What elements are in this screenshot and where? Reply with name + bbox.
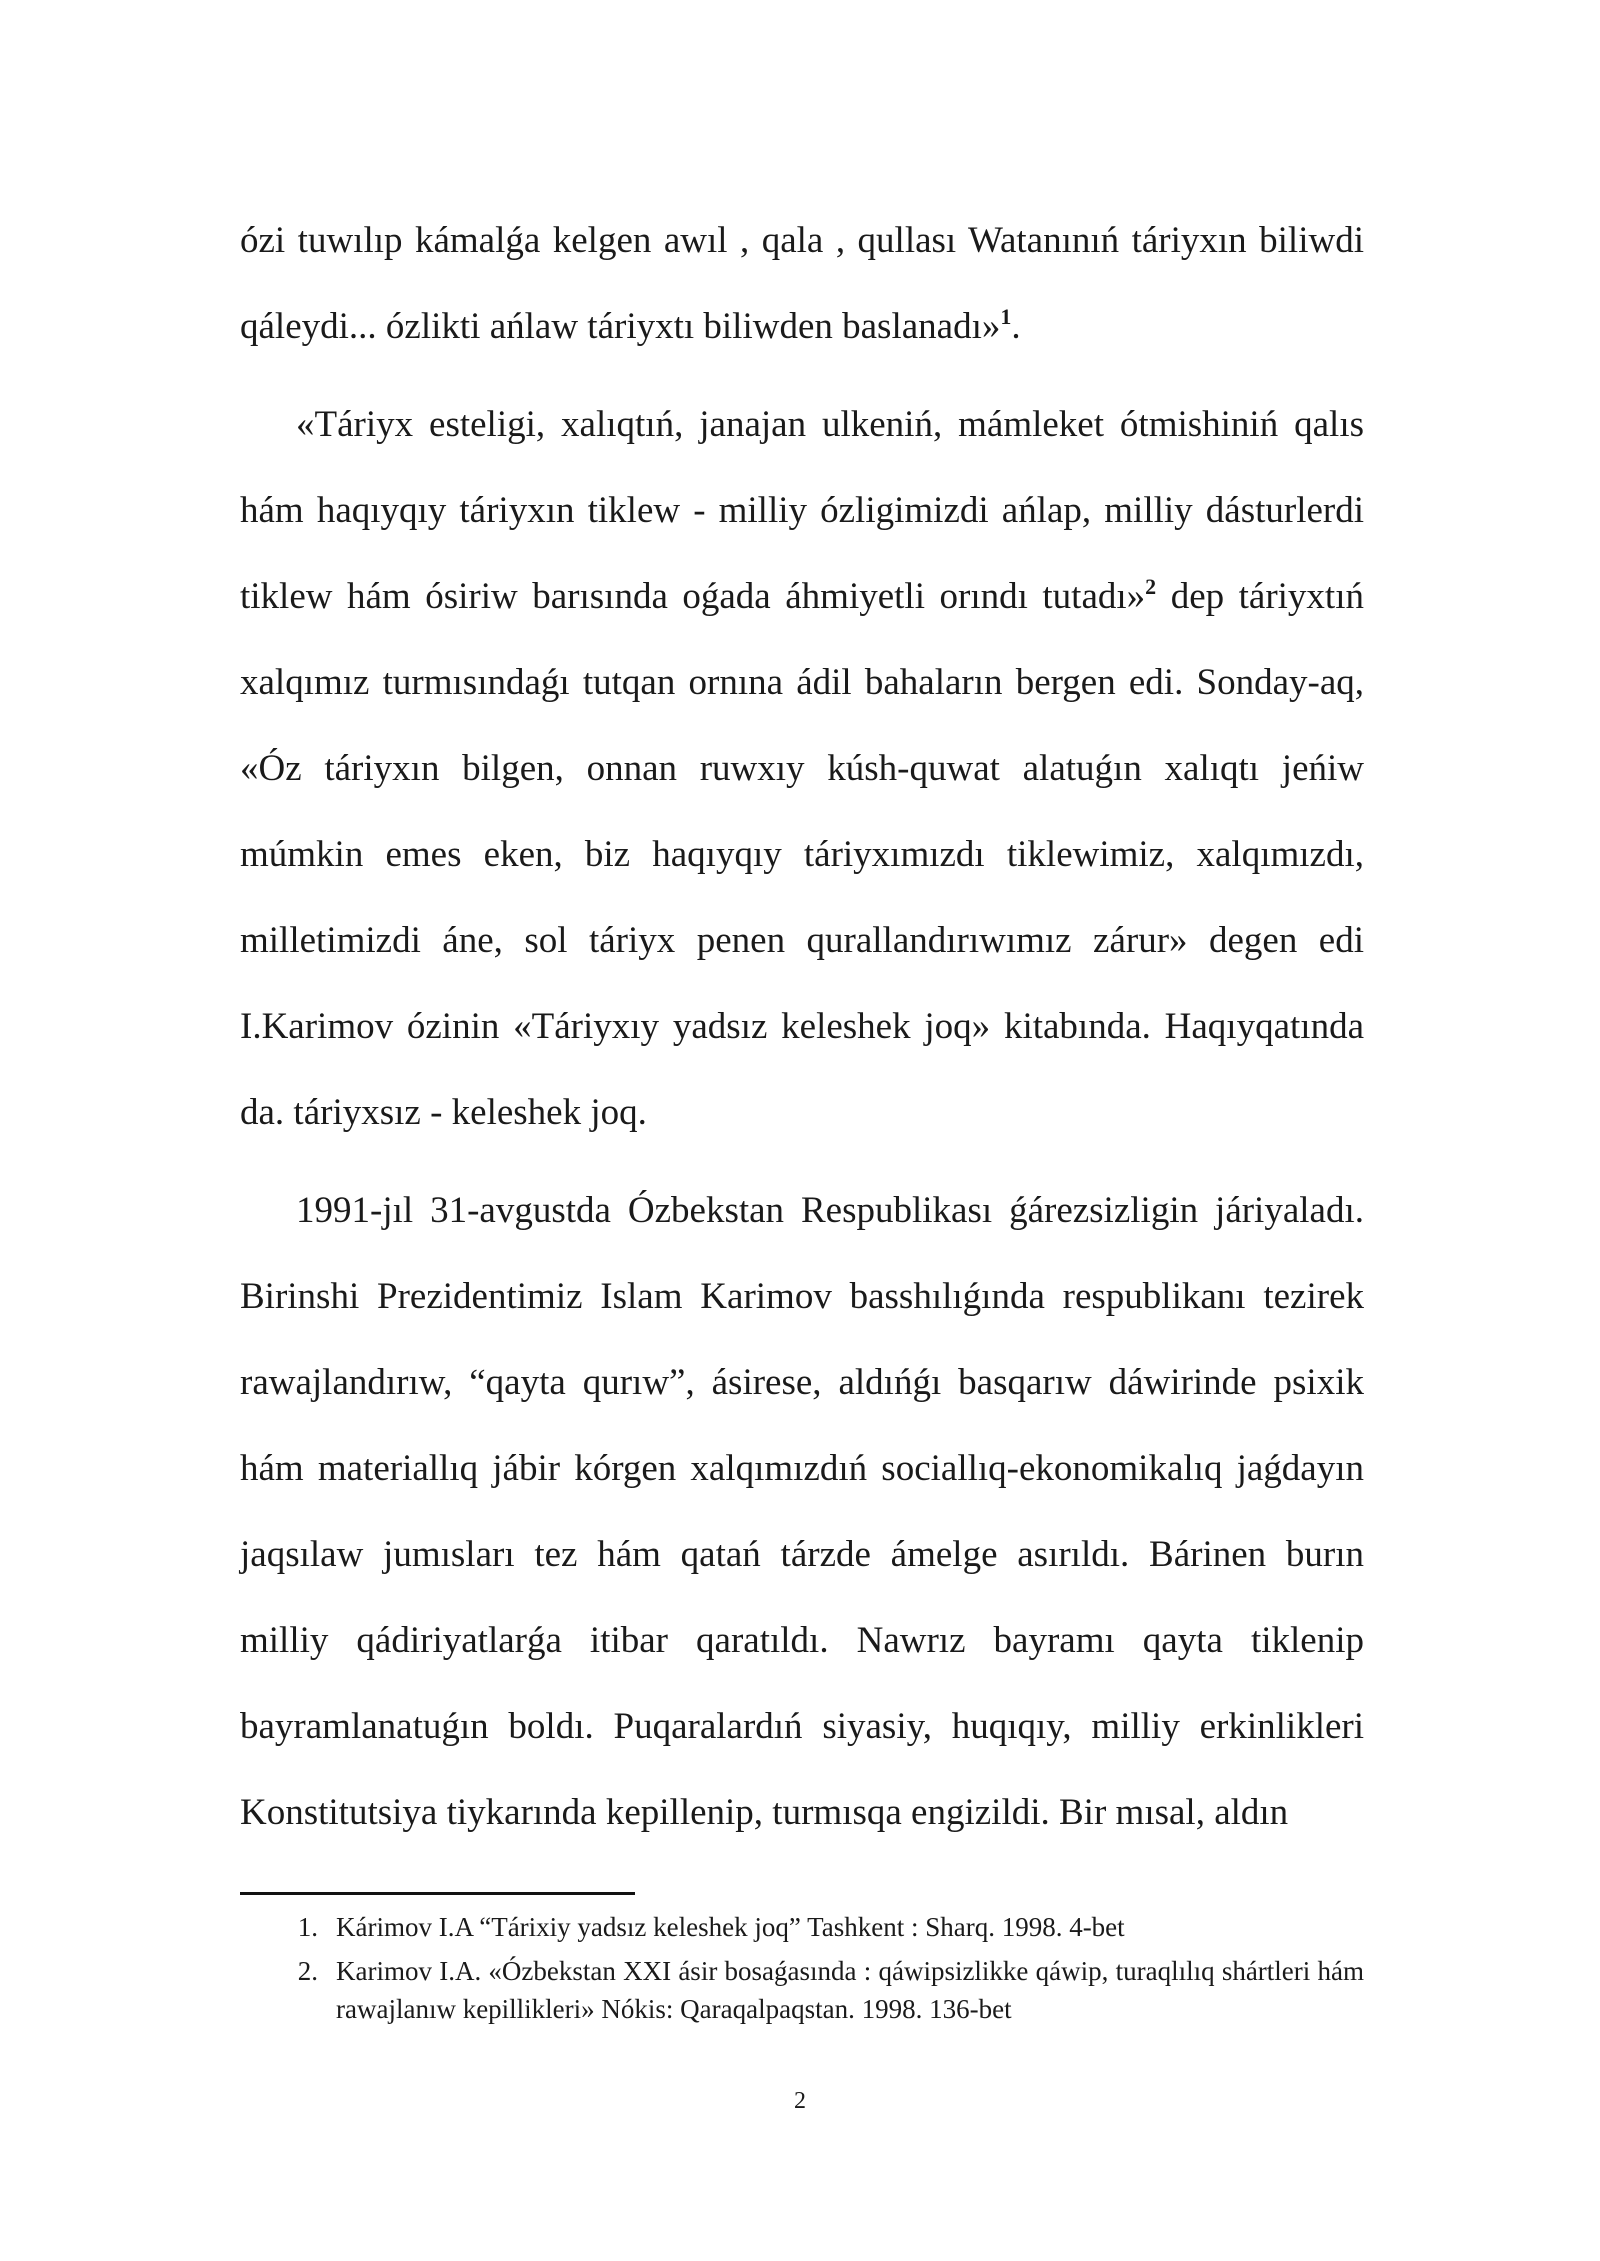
paragraph-3 — [240, 1168, 1364, 1856]
footnote-2-text: Karimov I.A. «Ózbekstan XXI ásir bosaǵasında : qáwipsizlikke qáwip, turaqlılıq shártleri hám rawajlanıw kepillikleri» Nókis: Qaraqalpaqstan. 1998. 136-bet — [336, 1956, 1364, 2024]
paragraph-2 — [240, 382, 1364, 1156]
footnote-ref-2[interactable]: 2 — [1145, 574, 1157, 599]
footnote-separator — [240, 1892, 635, 1895]
page-number: 2 — [794, 2088, 806, 2114]
footnote-2 — [240, 1952, 1364, 2028]
footnote-1-text: Kárimov I.A “Tárixiy yadsız keleshek joq” Tashkent : Sharq. 1998. 4-bet — [336, 1912, 1125, 1942]
footnote-1 — [240, 1908, 1364, 1946]
paragraph-1 — [240, 198, 1364, 370]
paragraph-1-text: ózi tuwılıp kámalǵa kelgen awıl , qala , qullası Watanınıń táriyxın biliwdi qáleydi... ózlikti ańlaw táriyxtı biliwden baslanadı» — [240, 220, 1364, 347]
paragraph-3-text: 1991-jıl 31-avgustda Ózbekstan Respublikası ǵárezsizligin járiyaladı. Birinshi Prezidentimiz Islam Karimov basshılıǵında respublikanı tezirek rawajlandırıw, “qayta qurıw”, ásirese, aldıńǵı basqarıw dáwirinde psixik hám materiallıq jábir kórgen xalqımızdıń sociallıq-ekonomikalıq jaǵdayın jaqsılaw jumısları tez hám qatań tárzde ámelge asırıldı. Bárinen burın milliy qádiriyatlarǵa itibar qaratıldı. Nawrız bayramı qayta tiklenip bayramlanatuǵın boldı. Puqaralardıń siyasiy, huqıqıy, milliy erkinlikleri Konstitutsiya tiykarında kepillenip, turmısqa engizildi. Bir mısal, aldın — [240, 1190, 1364, 1833]
body-text — [240, 198, 1364, 1856]
paragraph-2-text-end: dep táriyxtıń xalqımız turmısındaǵı tutqan ornına ádil bahaların bergen edi. Sonday-aq, «Óz táriyxın bilgen, onnan ruwxıy kúsh-quwat alatuǵın xalıqtı jeńiw múmkin emes eken, biz haqıyqıy táriyxımızdı tiklewimiz, xalqımızdı, milletimizdi áne, sol táriyx penen qurallandırıwımız zárur» degen edi I.Karimov ózinin «Táriyxıy yadsız keleshek joq» kitabında. Haqıyqatında da. táriyxsız - keleshek joq. — [240, 576, 1364, 1133]
footnote-2-number: 2. — [297, 1956, 318, 1986]
paragraph-1-text-end: . — [1011, 306, 1021, 347]
footnote-ref-1[interactable]: 1 — [1000, 304, 1012, 329]
paragraph-2-text: «Táriyx esteligi, xalıqtıń, janajan ulkeniń, mámleket ótmishiniń qalıs hám haqıyqıy táriyxın tiklew - milliy ózligimizdi ańlap, milliy dásturlerdi tiklew hám ósiriw barısında oǵada áhmiyetli orındı tutadı» — [240, 404, 1364, 617]
footnotes-list — [240, 1908, 1364, 2034]
footnote-1-number: 1. — [297, 1912, 318, 1942]
